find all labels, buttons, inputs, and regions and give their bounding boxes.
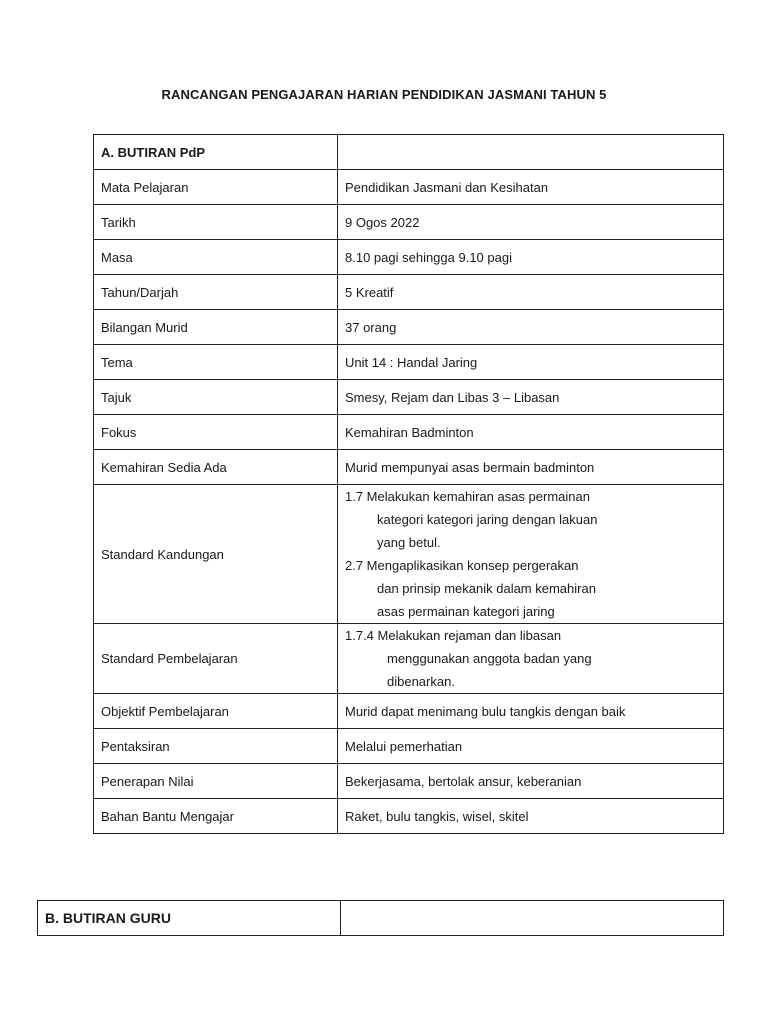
row-label: Penerapan Nilai bbox=[94, 764, 338, 799]
row-label: Tema bbox=[94, 345, 338, 380]
table-row bbox=[94, 415, 724, 450]
row-label: Tajuk bbox=[94, 380, 338, 415]
row-value: 5 Kreatif bbox=[338, 275, 724, 310]
row-value: Pendidikan Jasmani dan Kesihatan bbox=[338, 170, 724, 205]
table-row bbox=[94, 764, 724, 799]
sp-line: menggunakan anggota badan yang bbox=[387, 651, 592, 666]
row-label: Tarikh bbox=[94, 205, 338, 240]
row-label: Standard Pembelajaran bbox=[94, 624, 338, 694]
sk-line: kategori kategori jaring dengan lakuan bbox=[377, 512, 598, 527]
document-title: RANCANGAN PENGAJARAN HARIAN PENDIDIKAN JASMANI TAHUN 5 bbox=[161, 87, 607, 102]
row-label: Pentaksiran bbox=[94, 729, 338, 764]
row-label: Tahun/Darjah bbox=[94, 275, 338, 310]
row-value: 9 Ogos 2022 bbox=[338, 205, 724, 240]
table-row bbox=[94, 380, 724, 415]
row-value: Bekerjasama, bertolak ansur, keberanian bbox=[338, 764, 724, 799]
row-value: Unit 14 : Handal Jaring bbox=[338, 345, 724, 380]
table-row bbox=[94, 450, 724, 485]
row-label: Mata Pelajaran bbox=[94, 170, 338, 205]
sp-line: 1.7.4 Melakukan rejaman dan libasan bbox=[345, 628, 562, 643]
table-row bbox=[94, 729, 724, 764]
sk-line: 2.7 Mengaplikasikan konsep pergerakan bbox=[345, 558, 579, 573]
sk-line: 1.7 Melakukan kemahiran asas permainan bbox=[345, 489, 590, 504]
row-value: Murid dapat menimang bulu tangkis dengan baik bbox=[338, 694, 724, 729]
sk-line: dan prinsip mekanik dalam kemahiran bbox=[377, 581, 596, 596]
table-row bbox=[94, 240, 724, 275]
sk-line: yang betul. bbox=[377, 535, 441, 550]
table-row-standard-pembelajaran bbox=[94, 624, 724, 694]
table-row bbox=[94, 275, 724, 310]
row-label: Kemahiran Sedia Ada bbox=[94, 450, 338, 485]
table-row bbox=[94, 205, 724, 240]
row-value: Melalui pemerhatian bbox=[338, 729, 724, 764]
sp-line: dibenarkan. bbox=[387, 674, 455, 689]
table-row bbox=[94, 694, 724, 729]
row-value: Kemahiran Badminton bbox=[338, 415, 724, 450]
row-value: Raket, bulu tangkis, wisel, skitel bbox=[338, 799, 724, 834]
section-a-heading: A. BUTIRAN PdP bbox=[94, 135, 338, 170]
row-label: Masa bbox=[94, 240, 338, 275]
row-value: 37 orang bbox=[338, 310, 724, 345]
table-row bbox=[94, 310, 724, 345]
table-row bbox=[94, 799, 724, 834]
butiran-guru-table bbox=[37, 900, 724, 936]
section-b-heading-blank bbox=[341, 901, 724, 936]
sk-line: asas permainan kategori jaring bbox=[377, 604, 555, 619]
table-row bbox=[94, 170, 724, 205]
section-a-header-row bbox=[94, 135, 724, 170]
standard-pembelajaran-value bbox=[338, 624, 724, 694]
row-label: Standard Kandungan bbox=[94, 485, 338, 624]
row-label: Fokus bbox=[94, 415, 338, 450]
section-b-heading: B. BUTIRAN GURU bbox=[38, 901, 341, 936]
row-label: Bahan Bantu Mengajar bbox=[94, 799, 338, 834]
butiran-pdp-table bbox=[93, 134, 724, 834]
table-row bbox=[94, 345, 724, 380]
row-value: Smesy, Rejam dan Libas 3 – Libasan bbox=[338, 380, 724, 415]
table-row-standard-kandungan bbox=[94, 485, 724, 624]
row-value: 8.10 pagi sehingga 9.10 pagi bbox=[338, 240, 724, 275]
standard-kandungan-value bbox=[338, 485, 724, 624]
row-label: Objektif Pembelajaran bbox=[94, 694, 338, 729]
row-value: Murid mempunyai asas bermain badminton bbox=[338, 450, 724, 485]
row-label: Bilangan Murid bbox=[94, 310, 338, 345]
section-b-header-row bbox=[38, 901, 724, 936]
section-a-heading-blank bbox=[338, 135, 724, 170]
